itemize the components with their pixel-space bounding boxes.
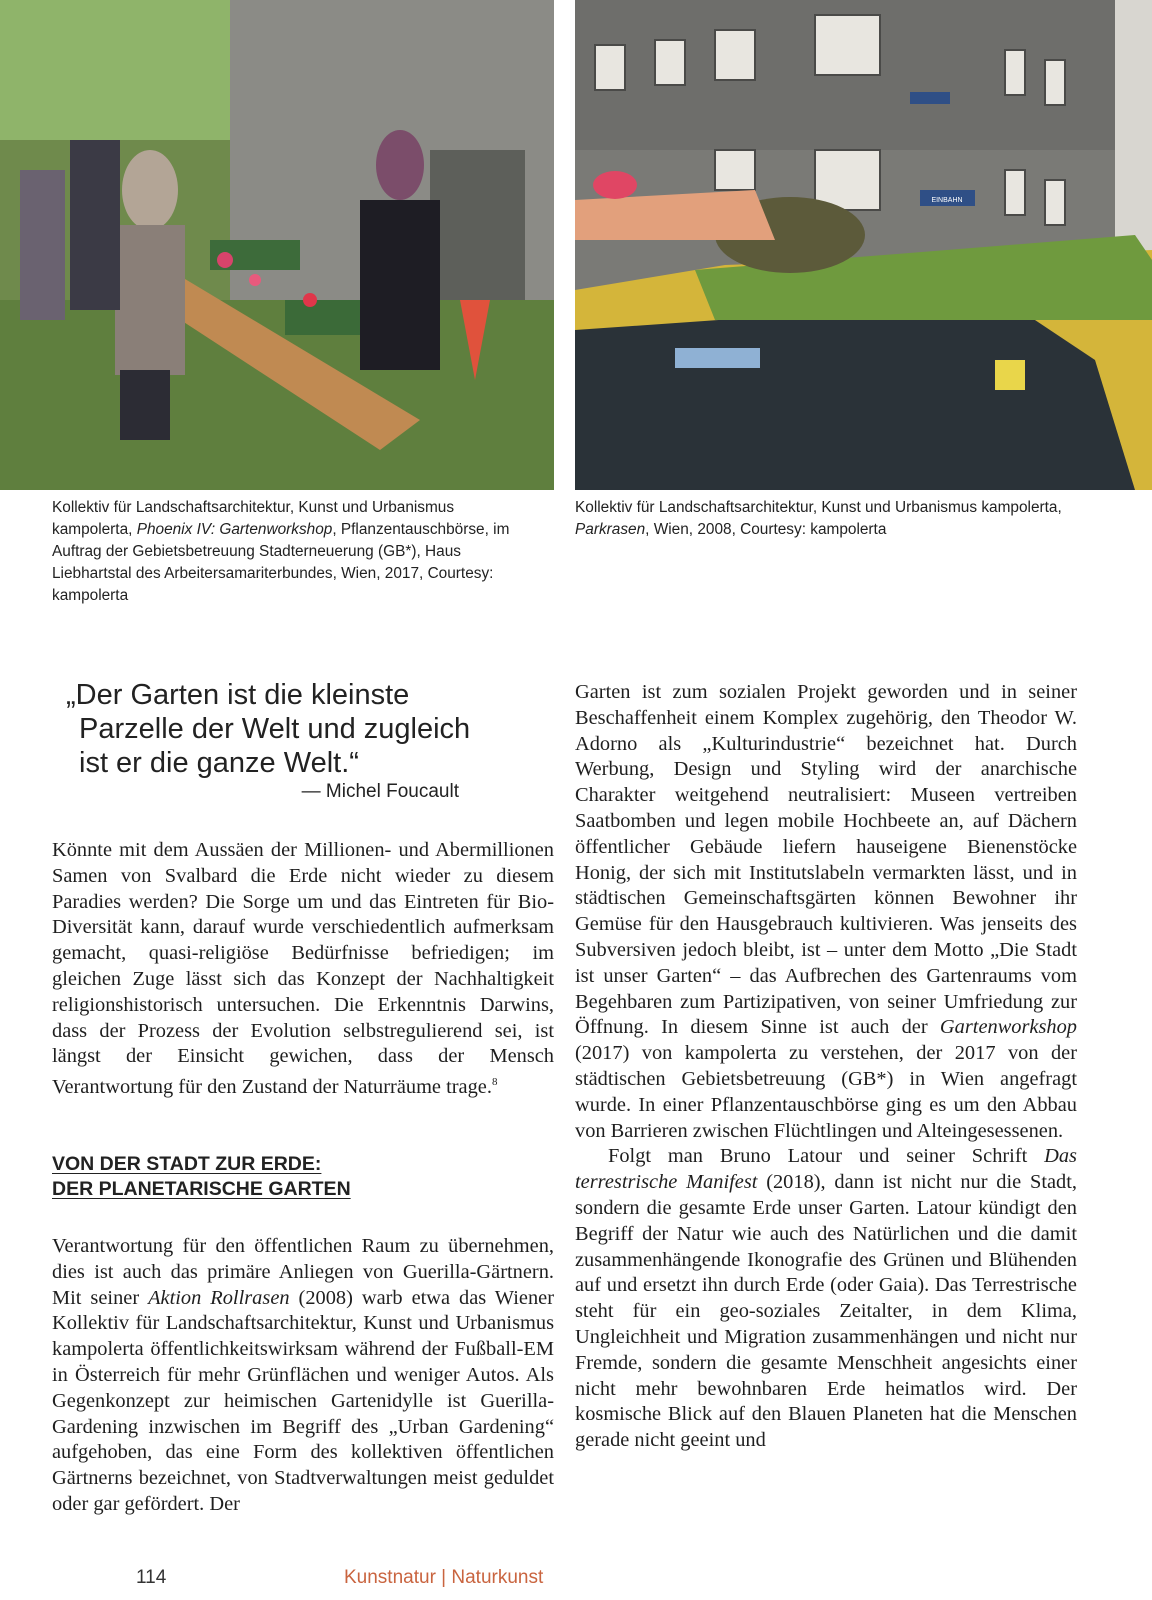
paragraph-text: Folgt man Bruno Latour und seiner Schrift	[608, 1145, 1045, 1168]
paragraph-text: Verantwortung für den öffentlichen Raum zu übernehmen, dies ist auch das primäre Anliegen von Guerilla-Gärtnern. Mit seiner	[52, 1235, 554, 1309]
body-paragraph	[52, 838, 554, 1101]
body-paragraph	[575, 680, 1077, 1144]
running-footer-title: Kunstnatur | Naturkunst	[344, 1567, 544, 1588]
section-heading	[52, 1152, 552, 1202]
caption-parkrasen	[575, 497, 1075, 541]
caption-text: Kollektiv für Landschaftsarchitektur, Kunst und Urbanismus kampolerta,	[52, 499, 455, 538]
paragraph-text: (2018), dann ist nicht nur die Stadt, sondern die gesamte Erde unser Garten. Latour kündigt den Begriff der Natur wie auch des Natürlichen und die damit zusammenhängende Ikonografie des Grünen und Blühenden auf und ersetzt ihn durch Erde (oder Gaia). Das Terrestrische steht für ein geo-soziales Zeitalter, in dem Klima, Ungleichheit und Migration zusammenhängen und nicht nur Fremde, sondern die gesamte Menschheit angesichts einer nicht mehr bewohnbaren Erde heimatlos wird. Der kosmische Blick auf den Blauen Planeten hat die Menschen gerade nicht geeint und	[575, 1171, 1077, 1452]
paragraph-text: (2017) von kampolerta zu verstehen, der 2017 von der städtischen Gebietsbetreuung (GB*) in Wien angefragt wurde. In einer Pflanzentauschbörse ging es um den Abbau von Barrieren zwischen Flüchtlingen und Alteingesessenen.	[575, 1042, 1077, 1142]
epigraph	[66, 678, 499, 804]
caption-text: , Wien, 2008, Courtesy: kampolerta	[645, 521, 887, 538]
caption-text: , Pflanzentauschbörse, im Auftrag der Gebietsbetreuung Stadterneuerung (GB*), Haus Liebhartstal des Arbeitersamariterbundes, Wien, 2017, Courtesy: kampolerta	[52, 521, 510, 604]
work-title: Das terrestrische Manifest	[575, 1145, 1077, 1194]
work-title: Aktion Rollrasen	[148, 1286, 290, 1309]
paragraph-text: Könnte mit dem Aussäen der Millionen- und Abermillionen Samen von Svalbard die Erde nicht wieder zu diesem Paradies werden? Die Sorge um und das Eintreten für Bio-Diversität kann, darauf wurde verschiedentlich aufmerksam gemacht, quasi-religiöse Bedürfnisse befriedigen; im gleichen Zuge lässt sich das Konzept der Nachhaltigkeit religionshistorisch untersuchen. Die Erkenntnis Darwins, dass der Prozess der Evolution selbstregulierend sei, ist längst der Einsicht gewichen, dass der Mensch Verantwortung für den Zustand der Naturräume trage.	[52, 839, 554, 1098]
body-paragraph	[52, 1234, 554, 1518]
photo-gartenworkshop	[0, 0, 554, 490]
epigraph-author: — Michel Foucault	[301, 781, 459, 802]
work-title: Gartenworkshop	[939, 1016, 1077, 1039]
caption-work-title: Parkrasen	[575, 521, 646, 538]
garden-workshop-photo-icon	[0, 0, 554, 490]
photo-parkrasen	[575, 0, 1152, 490]
section-heading-line: VON DER STADT ZUR ERDE:	[52, 1153, 322, 1175]
paragraph-text: Garten ist zum sozialen Projekt geworden und in seiner Beschaffenheit einem Komplex zugehörig, den Theodor W. Adorno als „Kulturindustrie“ bezeichnet hat. Durch Werbung, Design und Styling wird der anarchische Charakter weitgehend neutralisiert: Museen vertreiben Saatbomben und legen mobile Hochbeete an, auf Dächern öffentlicher Gebäude liefern hauseigene Bienenstöcke Honig, der sich mit Institutslabeln vermarkten lässt, und in städtischen Gemeinschaftsgärten können Bewohner ihr Gemüse für den Hausgebrauch kultivieren. Was jenseits des Subversiven jedoch bleibt, ist – unter dem Motto „Die Stadt ist unser Garten“ – das Aufbrechen des Gartenraums vom Begehbaren zum Partizipativen, von seiner Umfriedung zur Öffnung. In diesem Sinne ist auch der	[575, 681, 1077, 1039]
body-paragraph	[575, 1144, 1077, 1454]
parkrasen-photo-icon	[575, 0, 1152, 490]
page-number: 114	[136, 1567, 167, 1588]
footnote-reference: 8	[491, 1076, 498, 1089]
epigraph-quote: „Der Garten ist die kleinste Parzelle der Welt und zugleich ist er die ganze Welt.“	[66, 679, 471, 779]
section-heading-line: DER PLANETARISCHE GARTEN	[52, 1178, 351, 1200]
caption-gartenworkshop	[52, 497, 532, 607]
caption-text: Kollektiv für Landschaftsarchitektur, Kunst und Urbanismus kampolerta,	[575, 499, 1062, 516]
caption-work-title: Phoenix IV: Gartenworkshop	[136, 521, 333, 538]
right-column	[575, 680, 1077, 1454]
street-sign-text: EINBAHN	[931, 197, 963, 204]
paragraph-text: (2008) warb etwa das Wiener Kollektiv für Landschaftsarchitektur, Kunst und Urbanismus kampolerta öffentlichkeitswirksam während der Fußball-EM in Österreich für mehr Grünflächen und weniger Autos. Als Gegenkonzept zur heimischen Gartenidylle ist Guerilla-Gardening inzwischen im Begriff des „Urban Gardening“ aufgehoben, das eine Form des kollektiven öffentlichen Gärtnerns bezeichnet, von Stadtverwaltungen meist geduldet oder gar gefördert. Der	[52, 1286, 554, 1515]
